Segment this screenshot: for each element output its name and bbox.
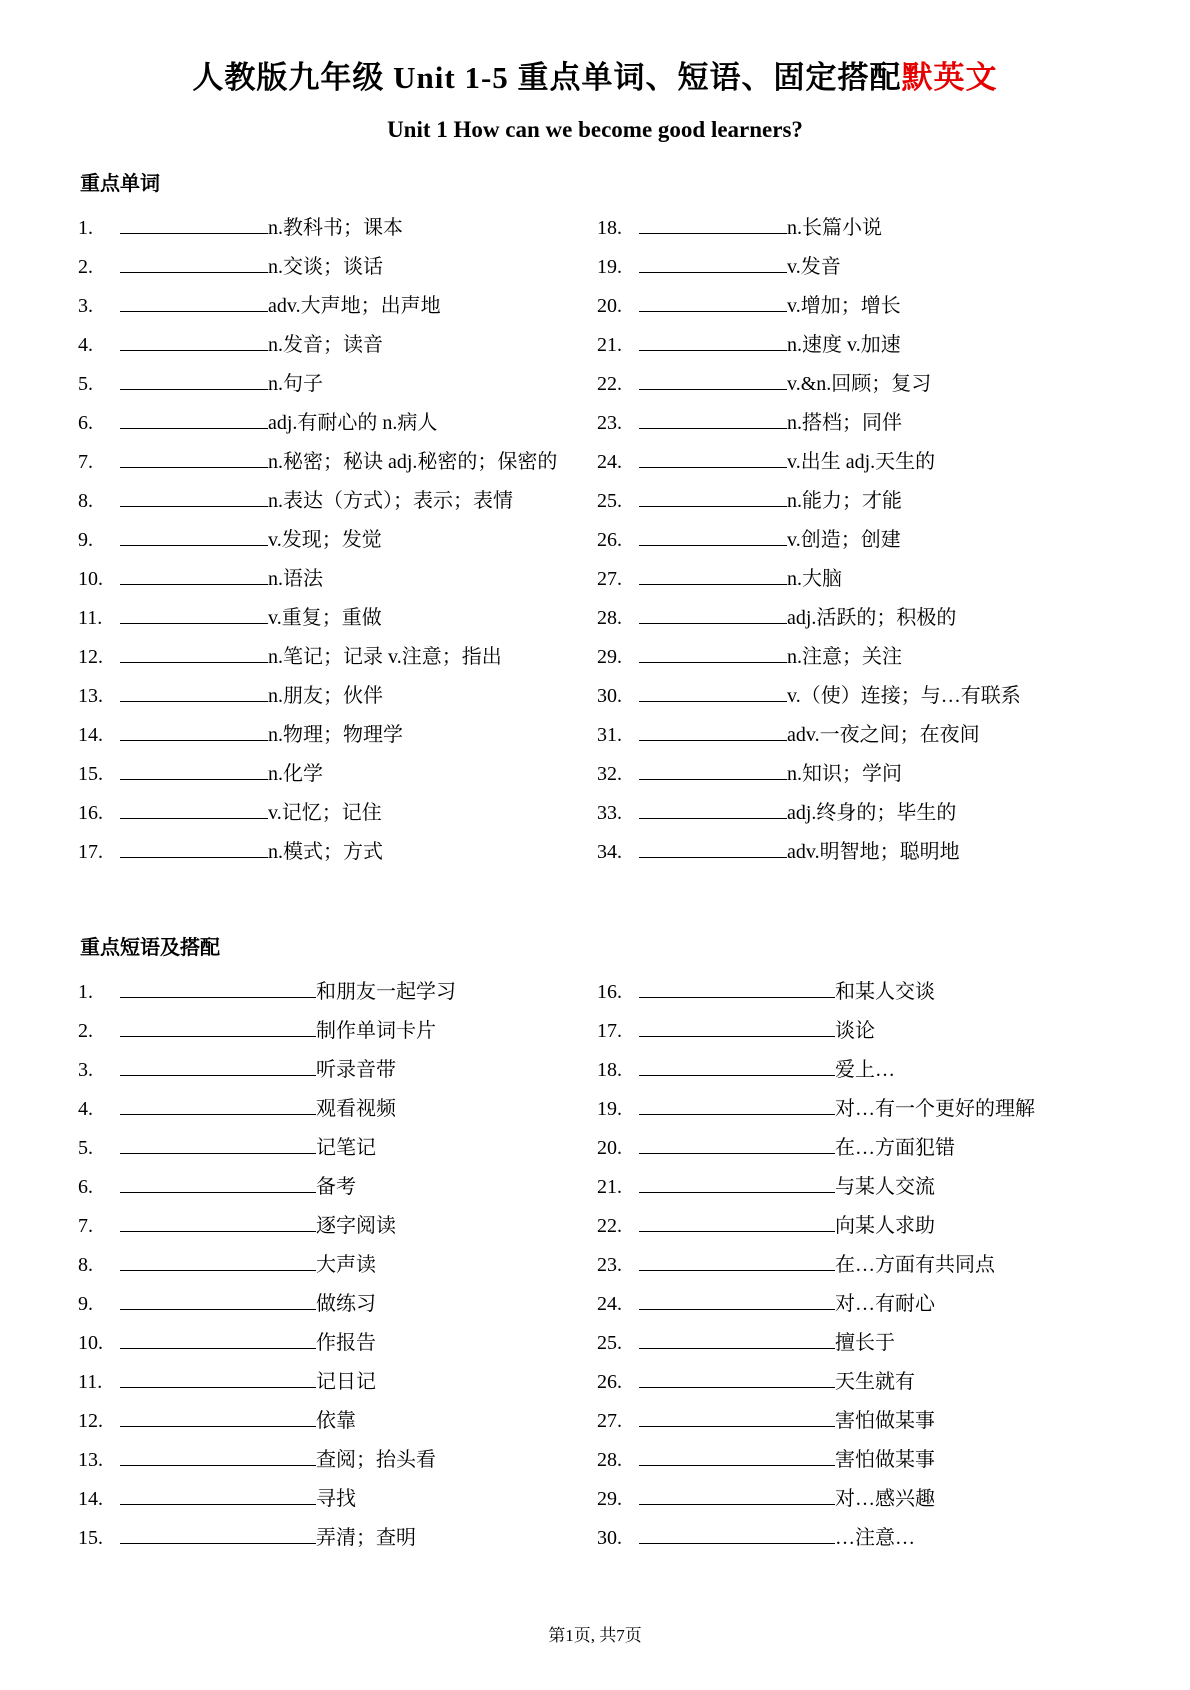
answer-blank bbox=[639, 1444, 835, 1466]
answer-blank bbox=[120, 758, 268, 780]
item-number: 19. bbox=[597, 1098, 622, 1120]
list-item bbox=[597, 1171, 1112, 1202]
answer-blank bbox=[639, 1327, 835, 1349]
list-item bbox=[597, 1327, 1112, 1358]
answer-blank bbox=[639, 485, 787, 507]
list-item bbox=[78, 1210, 563, 1241]
item-number: 4. bbox=[78, 334, 93, 356]
item-definition: 弄清；查明 bbox=[316, 1527, 416, 1549]
list-item bbox=[597, 485, 1112, 516]
list-item bbox=[597, 212, 1112, 243]
answer-blank bbox=[639, 563, 787, 585]
item-number: 27. bbox=[597, 1410, 622, 1432]
list-item bbox=[78, 602, 563, 633]
item-definition: n.注意；关注 bbox=[787, 646, 902, 668]
item-number: 14. bbox=[78, 1488, 103, 1510]
item-definition: 记笔记 bbox=[316, 1137, 376, 1159]
item-definition: adj.有耐心的 n.病人 bbox=[268, 412, 438, 434]
answer-blank bbox=[120, 1249, 316, 1271]
answer-blank bbox=[639, 1522, 835, 1544]
item-definition: 在…方面犯错 bbox=[835, 1137, 955, 1159]
item-definition: 备考 bbox=[316, 1176, 356, 1198]
list-item bbox=[597, 680, 1112, 711]
item-definition: 天生就有 bbox=[835, 1371, 915, 1393]
item-number: 34. bbox=[597, 841, 622, 863]
item-number: 24. bbox=[597, 1293, 622, 1315]
list-item bbox=[78, 1093, 563, 1124]
item-number: 8. bbox=[78, 1254, 93, 1276]
column-right bbox=[595, 976, 1112, 1561]
answer-blank bbox=[639, 407, 787, 429]
item-definition: n.语法 bbox=[268, 568, 323, 590]
list-item bbox=[78, 290, 563, 321]
list-item bbox=[597, 368, 1112, 399]
answer-blank bbox=[639, 976, 835, 998]
answer-blank bbox=[639, 1132, 835, 1154]
list-item bbox=[78, 836, 563, 867]
answer-blank bbox=[120, 251, 268, 273]
section-columns bbox=[78, 976, 1112, 1561]
list-item bbox=[597, 836, 1112, 867]
list-item bbox=[78, 1522, 563, 1553]
item-number: 18. bbox=[597, 1059, 622, 1081]
list-item bbox=[597, 1483, 1112, 1514]
item-number: 20. bbox=[597, 1137, 622, 1159]
item-number: 3. bbox=[78, 1059, 93, 1081]
item-definition: 向某人求助 bbox=[835, 1215, 935, 1237]
item-number: 20. bbox=[597, 295, 622, 317]
list-item bbox=[78, 1444, 563, 1475]
item-number: 29. bbox=[597, 1488, 622, 1510]
list-item bbox=[597, 1288, 1112, 1319]
item-number: 26. bbox=[597, 1371, 622, 1393]
item-definition: 谈论 bbox=[835, 1020, 875, 1042]
item-number: 17. bbox=[597, 1020, 622, 1042]
item-definition: v.发现；发觉 bbox=[268, 529, 382, 551]
answer-blank bbox=[120, 212, 268, 234]
item-definition: adv.大声地；出声地 bbox=[268, 295, 441, 317]
answer-blank bbox=[639, 1249, 835, 1271]
list-item bbox=[78, 368, 563, 399]
item-definition: v.记忆；记住 bbox=[268, 802, 382, 824]
answer-blank bbox=[120, 836, 268, 858]
item-definition: 对…感兴趣 bbox=[835, 1488, 935, 1510]
answer-blank bbox=[120, 1483, 316, 1505]
item-definition: 和朋友一起学习 bbox=[316, 981, 456, 1003]
list-item bbox=[597, 329, 1112, 360]
item-number: 7. bbox=[78, 1215, 93, 1237]
answer-blank bbox=[120, 641, 268, 663]
item-number: 2. bbox=[78, 256, 93, 278]
answer-blank bbox=[639, 290, 787, 312]
list-item bbox=[597, 641, 1112, 672]
list-item bbox=[78, 485, 563, 516]
answer-blank bbox=[120, 976, 316, 998]
list-item bbox=[78, 1405, 563, 1436]
list-item bbox=[78, 641, 563, 672]
item-definition: n.交谈；谈话 bbox=[268, 256, 383, 278]
item-definition: v.创造；创建 bbox=[787, 529, 901, 551]
answer-blank bbox=[120, 446, 268, 468]
answer-blank bbox=[639, 1288, 835, 1310]
answer-blank bbox=[120, 1210, 316, 1232]
list-item bbox=[597, 1015, 1112, 1046]
item-number: 18. bbox=[597, 217, 622, 239]
item-number: 1. bbox=[78, 217, 93, 239]
item-definition: n.化学 bbox=[268, 763, 323, 785]
item-definition: v.&n.回顾；复习 bbox=[787, 373, 932, 395]
item-number: 25. bbox=[597, 490, 622, 512]
item-number: 12. bbox=[78, 646, 103, 668]
item-definition: n.教科书；课本 bbox=[268, 217, 403, 239]
item-number: 23. bbox=[597, 1254, 622, 1276]
answer-blank bbox=[120, 290, 268, 312]
answer-blank bbox=[639, 680, 787, 702]
answer-blank bbox=[639, 602, 787, 624]
item-number: 3. bbox=[78, 295, 93, 317]
list-item bbox=[78, 407, 563, 438]
answer-blank bbox=[639, 329, 787, 351]
answer-blank bbox=[120, 1327, 316, 1349]
item-definition: …注意… bbox=[835, 1527, 915, 1549]
item-definition: n.朋友；伙伴 bbox=[268, 685, 383, 707]
answer-blank bbox=[120, 1015, 316, 1037]
item-definition: 制作单词卡片 bbox=[316, 1020, 436, 1042]
item-number: 6. bbox=[78, 412, 93, 434]
item-definition: 在…方面有共同点 bbox=[835, 1254, 995, 1276]
item-definition: n.秘密；秘诀 adj.秘密的；保密的 bbox=[268, 451, 558, 473]
item-number: 10. bbox=[78, 1332, 103, 1354]
list-item bbox=[597, 1210, 1112, 1241]
item-number: 7. bbox=[78, 451, 93, 473]
answer-blank bbox=[639, 524, 787, 546]
list-item bbox=[597, 1054, 1112, 1085]
answer-blank bbox=[120, 797, 268, 819]
answer-blank bbox=[639, 368, 787, 390]
list-item bbox=[78, 524, 563, 555]
list-item bbox=[78, 680, 563, 711]
item-number: 11. bbox=[78, 1371, 103, 1393]
list-item bbox=[78, 1366, 563, 1397]
list-item bbox=[78, 1288, 563, 1319]
item-number: 30. bbox=[597, 685, 622, 707]
item-number: 13. bbox=[78, 685, 103, 707]
column-right bbox=[595, 212, 1112, 875]
item-number: 16. bbox=[78, 802, 103, 824]
item-definition: adv.一夜之间；在夜间 bbox=[787, 724, 980, 746]
answer-blank bbox=[120, 1054, 316, 1076]
list-item bbox=[597, 602, 1112, 633]
list-item bbox=[78, 1132, 563, 1163]
item-number: 22. bbox=[597, 373, 622, 395]
list-item bbox=[78, 1327, 563, 1358]
item-definition: 依靠 bbox=[316, 1410, 356, 1432]
answer-blank bbox=[120, 680, 268, 702]
section-1 bbox=[78, 167, 1112, 875]
item-definition: n.句子 bbox=[268, 373, 323, 395]
list-item bbox=[597, 290, 1112, 321]
answer-blank bbox=[120, 719, 268, 741]
item-number: 4. bbox=[78, 1098, 93, 1120]
title-main: 人教版九年级 Unit 1-5 重点单词、短语、固定搭配 bbox=[192, 60, 902, 95]
answer-blank bbox=[639, 1093, 835, 1115]
item-number: 5. bbox=[78, 1137, 93, 1159]
item-number: 27. bbox=[597, 568, 622, 590]
item-definition: 擅长于 bbox=[835, 1332, 895, 1354]
item-number: 25. bbox=[597, 1332, 622, 1354]
item-number: 13. bbox=[78, 1449, 103, 1471]
list-item bbox=[78, 563, 563, 594]
title-highlight: 默英文 bbox=[901, 60, 998, 95]
answer-blank bbox=[120, 407, 268, 429]
item-number: 11. bbox=[78, 607, 103, 629]
item-number: 6. bbox=[78, 1176, 93, 1198]
item-number: 33. bbox=[597, 802, 622, 824]
item-definition: 爱上… bbox=[835, 1059, 895, 1081]
answer-blank bbox=[120, 368, 268, 390]
list-item bbox=[597, 1132, 1112, 1163]
item-definition: 对…有一个更好的理解 bbox=[835, 1098, 1035, 1120]
answer-blank bbox=[639, 1405, 835, 1427]
list-item bbox=[597, 797, 1112, 828]
answer-blank bbox=[120, 563, 268, 585]
list-item bbox=[78, 976, 563, 1007]
list-item bbox=[78, 719, 563, 750]
item-definition: 害怕做某事 bbox=[835, 1449, 935, 1471]
item-number: 12. bbox=[78, 1410, 103, 1432]
answer-blank bbox=[120, 1093, 316, 1115]
item-number: 29. bbox=[597, 646, 622, 668]
answer-blank bbox=[120, 1405, 316, 1427]
item-number: 21. bbox=[597, 1176, 622, 1198]
list-item bbox=[597, 1405, 1112, 1436]
item-number: 30. bbox=[597, 1527, 622, 1549]
section-2 bbox=[78, 931, 1112, 1561]
item-definition: 听录音带 bbox=[316, 1059, 396, 1081]
item-definition: adj.终身的；毕生的 bbox=[787, 802, 957, 824]
item-definition: 做练习 bbox=[316, 1293, 376, 1315]
item-number: 32. bbox=[597, 763, 622, 785]
item-definition: n.速度 v.加速 bbox=[787, 334, 901, 356]
answer-blank bbox=[120, 602, 268, 624]
item-definition: adv.明智地；聪明地 bbox=[787, 841, 960, 863]
answer-blank bbox=[639, 719, 787, 741]
item-definition: 和某人交谈 bbox=[835, 981, 935, 1003]
list-item bbox=[597, 976, 1112, 1007]
item-definition: 记日记 bbox=[316, 1371, 376, 1393]
item-number: 28. bbox=[597, 1449, 622, 1471]
answer-blank bbox=[639, 1054, 835, 1076]
item-definition: adj.活跃的；积极的 bbox=[787, 607, 957, 629]
answer-blank bbox=[120, 1444, 316, 1466]
answer-blank bbox=[639, 251, 787, 273]
list-item bbox=[78, 1249, 563, 1280]
item-definition: 对…有耐心 bbox=[835, 1293, 935, 1315]
item-definition: v.增加；增长 bbox=[787, 295, 901, 317]
list-item bbox=[597, 719, 1112, 750]
answer-blank bbox=[120, 1288, 316, 1310]
item-definition: 作报告 bbox=[316, 1332, 376, 1354]
list-item bbox=[78, 1171, 563, 1202]
item-definition: n.表达（方式）；表示；表情 bbox=[268, 490, 513, 512]
list-item bbox=[78, 212, 563, 243]
answer-blank bbox=[639, 797, 787, 819]
list-item bbox=[78, 1054, 563, 1085]
item-number: 8. bbox=[78, 490, 93, 512]
list-item bbox=[78, 1015, 563, 1046]
item-number: 21. bbox=[597, 334, 622, 356]
list-item bbox=[597, 1522, 1112, 1553]
item-definition: 与某人交流 bbox=[835, 1176, 935, 1198]
list-item bbox=[597, 563, 1112, 594]
page-footer: 第1页, 共7页 bbox=[548, 1626, 642, 1645]
list-item bbox=[78, 329, 563, 360]
item-definition: 大声读 bbox=[316, 1254, 376, 1276]
item-number: 23. bbox=[597, 412, 622, 434]
answer-blank bbox=[120, 329, 268, 351]
item-number: 2. bbox=[78, 1020, 93, 1042]
answer-blank bbox=[639, 1015, 835, 1037]
list-item bbox=[78, 251, 563, 282]
item-number: 31. bbox=[597, 724, 622, 746]
list-item bbox=[597, 758, 1112, 789]
item-number: 22. bbox=[597, 1215, 622, 1237]
item-number: 16. bbox=[597, 981, 622, 1003]
answer-blank bbox=[639, 446, 787, 468]
answer-blank bbox=[639, 641, 787, 663]
list-item bbox=[78, 758, 563, 789]
answer-blank bbox=[120, 1132, 316, 1154]
item-definition: v.发音 bbox=[787, 256, 841, 278]
item-number: 9. bbox=[78, 1293, 93, 1315]
answer-blank bbox=[639, 1483, 835, 1505]
item-definition: n.长篇小说 bbox=[787, 217, 882, 239]
item-definition: 观看视频 bbox=[316, 1098, 396, 1120]
answer-blank bbox=[639, 1366, 835, 1388]
page-title bbox=[78, 52, 1112, 97]
answer-blank bbox=[120, 485, 268, 507]
section-header: 重点短语及搭配 bbox=[80, 937, 220, 959]
column-left bbox=[78, 976, 595, 1561]
item-number: 9. bbox=[78, 529, 93, 551]
list-item bbox=[78, 797, 563, 828]
item-number: 26. bbox=[597, 529, 622, 551]
item-definition: 查阅；抬头看 bbox=[316, 1449, 436, 1471]
list-item bbox=[597, 446, 1112, 477]
item-number: 15. bbox=[78, 763, 103, 785]
section-columns bbox=[78, 212, 1112, 875]
answer-blank bbox=[639, 836, 787, 858]
item-number: 1. bbox=[78, 981, 93, 1003]
item-definition: v.出生 adj.天生的 bbox=[787, 451, 936, 473]
list-item bbox=[597, 407, 1112, 438]
item-number: 28. bbox=[597, 607, 622, 629]
item-definition: n.物理；物理学 bbox=[268, 724, 403, 746]
item-definition: 害怕做某事 bbox=[835, 1410, 935, 1432]
item-definition: v.（使）连接；与…有联系 bbox=[787, 685, 1021, 707]
list-item bbox=[597, 1444, 1112, 1475]
item-definition: v.重复；重做 bbox=[268, 607, 382, 629]
item-number: 24. bbox=[597, 451, 622, 473]
list-item bbox=[597, 524, 1112, 555]
list-item bbox=[597, 251, 1112, 282]
answer-blank bbox=[639, 758, 787, 780]
item-number: 15. bbox=[78, 1527, 103, 1549]
sections-container bbox=[78, 167, 1112, 1561]
item-definition: n.搭档；同伴 bbox=[787, 412, 902, 434]
answer-blank bbox=[120, 1171, 316, 1193]
answer-blank bbox=[120, 1522, 316, 1544]
column-left bbox=[78, 212, 595, 875]
answer-blank bbox=[639, 212, 787, 234]
unit-subtitle: Unit 1 How can we become good learners? bbox=[387, 117, 803, 142]
item-definition: n.模式；方式 bbox=[268, 841, 383, 863]
item-definition: n.知识；学问 bbox=[787, 763, 902, 785]
item-number: 14. bbox=[78, 724, 103, 746]
item-definition: n.发音；读音 bbox=[268, 334, 383, 356]
item-definition: n.大脑 bbox=[787, 568, 842, 590]
list-item bbox=[78, 1483, 563, 1514]
list-item bbox=[597, 1093, 1112, 1124]
list-item bbox=[597, 1249, 1112, 1280]
answer-blank bbox=[639, 1171, 835, 1193]
answer-blank bbox=[120, 1366, 316, 1388]
section-header: 重点单词 bbox=[80, 173, 160, 195]
list-item bbox=[597, 1366, 1112, 1397]
answer-blank bbox=[639, 1210, 835, 1232]
item-number: 17. bbox=[78, 841, 103, 863]
item-number: 19. bbox=[597, 256, 622, 278]
item-number: 10. bbox=[78, 568, 103, 590]
list-item bbox=[78, 446, 563, 477]
item-number: 5. bbox=[78, 373, 93, 395]
answer-blank bbox=[120, 524, 268, 546]
item-definition: n.能力；才能 bbox=[787, 490, 902, 512]
item-definition: n.笔记；记录 v.注意；指出 bbox=[268, 646, 502, 668]
item-definition: 寻找 bbox=[316, 1488, 356, 1510]
item-definition: 逐字阅读 bbox=[316, 1215, 396, 1237]
